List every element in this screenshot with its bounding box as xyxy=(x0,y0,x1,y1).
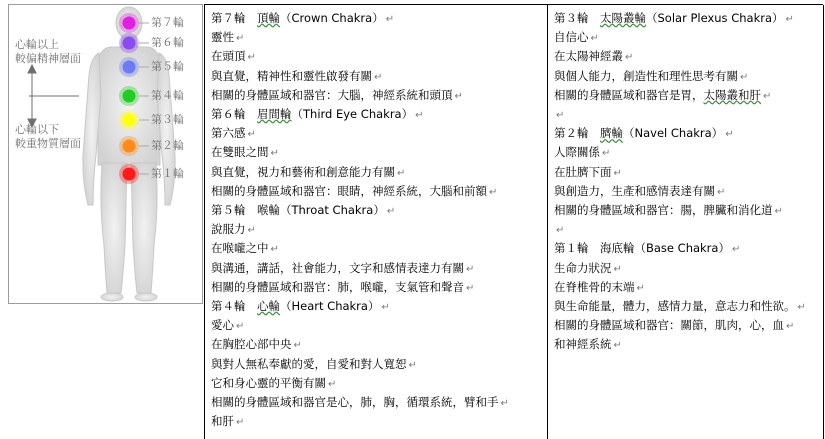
table-line xyxy=(554,68,748,86)
table-line xyxy=(554,298,806,316)
paragraph-mark-icon: ↵ xyxy=(270,148,279,160)
table-line xyxy=(554,202,783,220)
lower-label-line1: 心輪以下 xyxy=(15,123,59,136)
table-line xyxy=(211,375,336,393)
line-text: 與直覺，精神性和靈性啟發有關 xyxy=(211,68,372,83)
chakra-label-3: 第３輪 xyxy=(151,113,184,126)
line-text: 與生命能量，體力，感情力量，意志力和性欲。 xyxy=(554,299,796,313)
paragraph-mark-icon: ↵ xyxy=(408,359,417,371)
paragraph-mark-icon: ↵ xyxy=(270,244,279,256)
paragraph-mark-icon: ↵ xyxy=(236,321,245,333)
spellcheck-underline: 心輪 xyxy=(257,299,280,313)
chakra-dot-7 xyxy=(123,17,136,30)
line-text: 相關的身體區域和器官：大腦，神經系統和頭頂 xyxy=(211,87,453,102)
table-line xyxy=(554,240,740,258)
paragraph-mark-icon: ↵ xyxy=(247,52,256,64)
line-text: 與直覺，視力和藝術和創意能力有關 xyxy=(211,164,395,179)
table-line xyxy=(211,298,390,316)
line-text: 與溝通，講話，社會能力，文字和感情表達力有關 xyxy=(211,260,464,275)
paragraph-mark-icon: ↵ xyxy=(613,263,622,275)
line-text: 第１輪 海底輪（Base Chakra） xyxy=(554,241,730,256)
paragraph-mark-icon: ↵ xyxy=(636,282,645,294)
chakra-dot-6 xyxy=(123,37,136,50)
line-text: 第３輪 太陽叢輪（Solar Plexus Chakra） xyxy=(554,11,784,25)
table-line xyxy=(211,317,244,335)
line-text: 在雙眼之間 xyxy=(211,145,269,160)
line-text: 在喉嚨之中 xyxy=(211,241,269,256)
paragraph-mark-icon: ↵ xyxy=(247,225,256,237)
paragraph-mark-icon: ↵ xyxy=(385,14,395,25)
chakra-figure xyxy=(8,4,203,304)
table-line xyxy=(554,336,622,354)
table-line xyxy=(554,48,633,66)
chakra-table xyxy=(204,4,823,439)
paragraph-mark-icon: ↵ xyxy=(613,167,622,179)
table-line xyxy=(211,413,244,431)
upper-label-line1: 心輪以上 xyxy=(15,38,59,51)
line-text: 它和身心靈的平衡有關 xyxy=(211,375,326,390)
line-text: 愛心 xyxy=(211,318,234,333)
upper-label-line2: 較偏精神層面 xyxy=(15,52,81,65)
line-text: 相關的身體區域和器官：腸，脾臟和消化道 xyxy=(554,203,773,217)
line-text: 第７輪 頂輪（Crown Chakra） xyxy=(211,11,384,25)
spellcheck-underline: 太陽叢和肝 xyxy=(703,87,761,102)
line-text: 第２輪 臍輪（Navel Chakra） xyxy=(554,126,724,141)
table-line xyxy=(211,29,244,47)
paragraph-mark-icon: ↵ xyxy=(797,302,806,313)
paragraph-mark-icon: ↵ xyxy=(374,71,383,83)
table-column-middle xyxy=(205,5,548,439)
table-line xyxy=(554,29,599,47)
line-text: 人際關係 xyxy=(554,145,600,160)
table-line xyxy=(211,394,509,412)
table-line xyxy=(554,221,564,239)
paragraph-mark-icon: ↵ xyxy=(602,148,611,160)
paragraph-mark-icon: ↵ xyxy=(236,417,245,429)
line-text: 相關的身體區域和器官：眼睛，神經系統，大腦和前額 xyxy=(211,183,487,198)
paragraph-mark-icon: ↵ xyxy=(415,110,424,121)
line-text: 第４輪 心輪（Heart Chakra） xyxy=(211,299,380,313)
line-text: 在肚臍下面 xyxy=(554,164,612,179)
paragraph-mark-icon: ↵ xyxy=(556,110,565,121)
table-line xyxy=(211,125,256,143)
line-text: 生命力狀況 xyxy=(554,260,612,275)
table-line xyxy=(554,87,771,105)
chakra-label-6: 第６輪 xyxy=(151,36,184,49)
paragraph-mark-icon: ↵ xyxy=(725,129,734,141)
paragraph-mark-icon: ↵ xyxy=(454,90,463,102)
paragraph-mark-icon: ↵ xyxy=(731,244,741,256)
paragraph-mark-icon: ↵ xyxy=(500,398,509,409)
line-text: 相關的身體區域和器官：關節，肌肉，心，血 xyxy=(554,318,784,333)
paragraph-mark-icon: ↵ xyxy=(740,71,749,83)
table-line xyxy=(211,260,474,278)
paragraph-mark-icon: ↵ xyxy=(785,14,794,25)
line-text: 在太陽神經叢 xyxy=(554,49,623,64)
line-text: 第六感 xyxy=(211,126,246,141)
table-line xyxy=(211,164,405,182)
table-line xyxy=(554,183,725,201)
line-text: 第６輪 眉間輪（Third Eye Chakra） xyxy=(211,107,414,121)
paragraph-mark-icon: ↵ xyxy=(381,302,390,313)
line-text: 在頭頂 xyxy=(211,49,246,64)
line-text: 相關的身體區域和器官：肺，喉嚨，支氣管和聲音 xyxy=(211,279,464,294)
table-line xyxy=(211,240,279,258)
lower-label-line2: 較重物質層面 xyxy=(15,137,81,150)
table-line xyxy=(211,183,497,201)
table-line xyxy=(554,10,794,28)
table-line xyxy=(554,260,622,278)
paragraph-mark-icon: ↵ xyxy=(466,263,475,275)
paragraph-mark-icon: ↵ xyxy=(625,52,634,64)
line-text: 靈性 xyxy=(211,30,234,45)
chakra-dot-2 xyxy=(123,140,136,153)
line-text: 自信心 xyxy=(554,30,589,45)
paragraph-mark-icon: ↵ xyxy=(774,206,783,217)
chakra-label-4: 第４輪 xyxy=(151,89,184,102)
spellcheck-underline: 臍輪 xyxy=(600,126,623,141)
chakra-dot-3 xyxy=(123,114,136,127)
line-text: 與創造力，生產和感情表達有關 xyxy=(554,183,715,198)
spellcheck-underline: 頂輪 xyxy=(257,11,280,25)
paragraph-mark-icon: ↵ xyxy=(236,33,245,45)
table-line xyxy=(211,48,256,66)
paragraph-mark-icon: ↵ xyxy=(717,186,726,198)
table-line xyxy=(211,279,474,297)
double-arrow xyxy=(28,65,79,127)
table-line xyxy=(211,202,395,220)
table-line xyxy=(554,125,734,143)
table-line xyxy=(554,144,610,162)
spellcheck-underline: 太陽叢輪 xyxy=(600,11,646,25)
chakra-label-7: 第７輪 xyxy=(151,16,184,29)
line-text: 說服力 xyxy=(211,222,246,237)
line-text: 與對人無私奉獻的愛，自愛和對人寬恕 xyxy=(211,356,407,371)
chakra-dot-5 xyxy=(123,61,136,74)
line-text: 和神經系統 xyxy=(554,337,612,352)
chakra-dot-1 xyxy=(123,168,136,181)
line-text: 相關的身體區域和器官是胃，太陽叢和肝 xyxy=(554,87,761,102)
line-text: 在胸腔心部中央 xyxy=(211,337,292,352)
table-line xyxy=(211,68,382,86)
paragraph-mark-icon: ↵ xyxy=(466,282,475,294)
paragraph-mark-icon: ↵ xyxy=(386,206,396,217)
line-text: 相關的身體區域和器官是心，肺，胸，循環系統，臂和手 xyxy=(211,395,499,409)
table-line xyxy=(211,221,256,239)
paragraph-mark-icon: ↵ xyxy=(763,90,772,102)
paragraph-mark-icon: ↵ xyxy=(247,129,256,141)
table-line xyxy=(211,356,417,374)
chakra-label-5: 第５輪 xyxy=(151,60,184,73)
table-line xyxy=(211,87,463,105)
paragraph-mark-icon: ↵ xyxy=(613,340,622,352)
table-line xyxy=(554,106,564,124)
paragraph-mark-icon: ↵ xyxy=(590,33,599,45)
line-text: 在脊椎骨的末端 xyxy=(554,279,635,294)
paragraph-mark-icon: ↵ xyxy=(556,225,565,237)
chakra-label-2: 第２輪 xyxy=(151,139,184,152)
table-column-right xyxy=(548,5,824,439)
table-line xyxy=(211,10,394,28)
chakra-dot-4 xyxy=(123,90,136,103)
line-text: 和肝 xyxy=(211,414,234,429)
table-line xyxy=(554,279,645,297)
table-line xyxy=(554,317,794,335)
line-text: 與個人能力，創造性和理性思考有關 xyxy=(554,68,738,83)
table-line xyxy=(554,164,622,182)
spellcheck-underline: 眉間輪 xyxy=(257,107,292,121)
paragraph-mark-icon: ↵ xyxy=(328,378,337,390)
table-line xyxy=(211,106,423,124)
paragraph-mark-icon: ↵ xyxy=(489,186,498,198)
paragraph-mark-icon: ↵ xyxy=(397,167,406,179)
table-line xyxy=(211,144,279,162)
chakra-label-1: 第１輪 xyxy=(151,167,184,180)
table-line xyxy=(211,336,302,354)
paragraph-mark-icon: ↵ xyxy=(786,321,795,333)
paragraph-mark-icon: ↵ xyxy=(293,340,302,352)
line-text: 第５輪 喉輪（Throat Chakra） xyxy=(211,203,385,217)
